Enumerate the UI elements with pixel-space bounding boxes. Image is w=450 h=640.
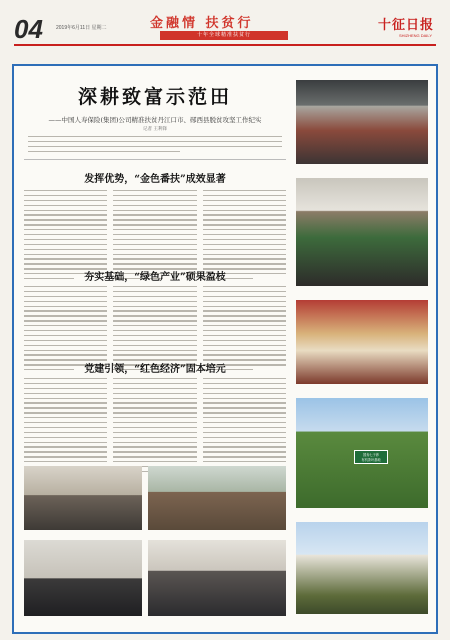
byline: 记者 王利锋 xyxy=(143,127,167,132)
section-title: 金融情 扶贫行 xyxy=(150,16,254,31)
section-3-body xyxy=(24,378,286,476)
article-frame xyxy=(12,64,438,634)
masthead-subtitle: SHIZHENG DAILY xyxy=(398,33,432,38)
page-header xyxy=(0,0,450,52)
photo-handshake xyxy=(24,540,142,616)
subheadline: ——中国人寿保险(集团)公司精准扶贫丹江口市、郧西县脱贫攻坚工作纪实 xyxy=(48,116,262,124)
section-subtitle: 十年全球精准扶贫行 xyxy=(160,31,288,40)
lead-paragraph xyxy=(24,134,286,160)
photo-group-visit xyxy=(24,466,142,530)
tea-base-sign: 国寿七子养 有机茶叶基地 xyxy=(354,450,388,464)
masthead-logo: 十征日报 xyxy=(377,18,434,33)
photo-exhibition xyxy=(296,300,428,384)
photo-tea-plantation xyxy=(296,398,428,508)
section-title-2: 夯实基础，“绿色产业”硕果盈枝 xyxy=(84,272,226,283)
main-article xyxy=(24,74,286,626)
photo-ceremony xyxy=(296,80,428,164)
page-number: 04 xyxy=(14,14,43,44)
header-rule xyxy=(14,44,436,46)
section-title-1: 发挥优势，“金色番扶”成效显著 xyxy=(84,174,226,185)
photo-delegation xyxy=(148,540,286,616)
headline: 深耕致富示范田 xyxy=(77,86,232,108)
section-title-3: 党建引领，“红色经济”固本培元 xyxy=(84,364,226,375)
right-photo-column xyxy=(296,80,428,624)
photo-farm-visit xyxy=(148,466,286,530)
photo-meeting xyxy=(296,178,428,286)
photo-village-building xyxy=(296,522,428,614)
date-line: 2019年6月11日 星期二 xyxy=(56,25,107,31)
